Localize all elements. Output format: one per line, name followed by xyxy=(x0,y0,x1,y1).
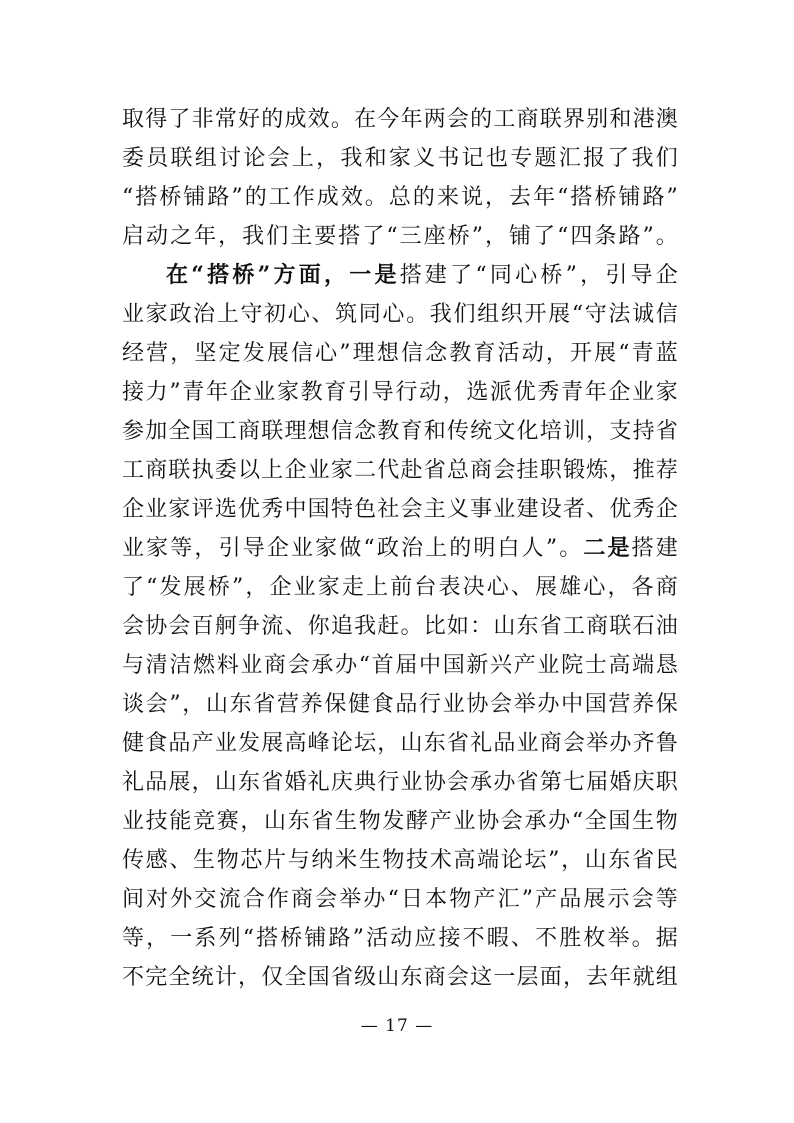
text-line: 礼品展，山东省婚礼庆典行业协会承办省第七届婚庆职 xyxy=(122,770,678,795)
text-line: 会协会百舸争流、你追我赶。比如：山东省工商联石油 xyxy=(122,614,678,639)
body-text xyxy=(122,100,678,997)
text-line: 健食品产业发展高峰论坛，山东省礼品业商会举办齐鲁 xyxy=(122,731,678,756)
text-line: 不完全统计，仅全国省级山东商会这一层面，去年就组 xyxy=(122,965,678,990)
text-line: 间对外交流合作商会举办“日本物产汇”产品展示会等 xyxy=(122,887,678,912)
text-line: 企业家评选优秀中国特色社会主义事业建设者、优秀企 xyxy=(122,497,678,522)
text-line: 业家政治上守初心、筑同心。我们组织开展“守法诚信 xyxy=(122,302,678,327)
text-line: 经营，坚定发展信心”理想信念教育活动，开展“青蓝 xyxy=(122,341,678,366)
text-line: 取得了非常好的成效。在今年两会的工商联界别和港澳 xyxy=(122,107,678,132)
text-run: 搭建 xyxy=(631,536,678,561)
text-line: 了“发展桥”，企业家走上前台表决心、展雄心，各商 xyxy=(122,575,678,600)
text-run: 搭建了“同心桥”，引导企 xyxy=(399,263,678,288)
text-line: 业技能竞赛，山东省生物发酵产业协会承办“全国生物 xyxy=(122,809,678,834)
text-line: 等，一系列“搭桥铺路”活动应接不暇、不胜枚举。据 xyxy=(122,926,678,951)
text-run: 业家等，引导企业家做“政治上的明白人”。 xyxy=(122,536,584,561)
page-number: — 17 — xyxy=(360,1016,434,1036)
text-line: 委员联组讨论会上，我和家义书记也专题汇报了我们 xyxy=(122,146,678,171)
text-line-with-bold xyxy=(122,529,678,568)
text-line: 与清洁燃料业商会承办“首届中国新兴产业院士高端恳 xyxy=(122,653,678,678)
text-line: 参加全国工商联理想信念教育和传统文化培训，支持省 xyxy=(122,419,678,444)
text-line: 接力”青年企业家教育引导行动，选派优秀青年企业家 xyxy=(122,380,678,405)
text-line: 工商联执委以上企业家二代赴省总商会挂职锻炼，推荐 xyxy=(122,458,678,483)
text-line: 传感、生物芯片与纳米生物技术高端论坛”，山东省民 xyxy=(122,848,678,873)
text-line: 谈会”，山东省营养保健食品行业协会举办中国营养保 xyxy=(122,692,678,717)
bold-lead-in: 二是 xyxy=(583,535,632,561)
bold-lead-in: 在“搭桥”方面，一是 xyxy=(166,262,400,288)
text-line: 启动之年，我们主要搭了“三座桥”，铺了“四条路”。 xyxy=(122,224,678,249)
paragraph-start-line xyxy=(122,256,678,295)
text-line: “搭桥铺路”的工作成效。总的来说，去年“搭桥铺路” xyxy=(122,185,678,210)
